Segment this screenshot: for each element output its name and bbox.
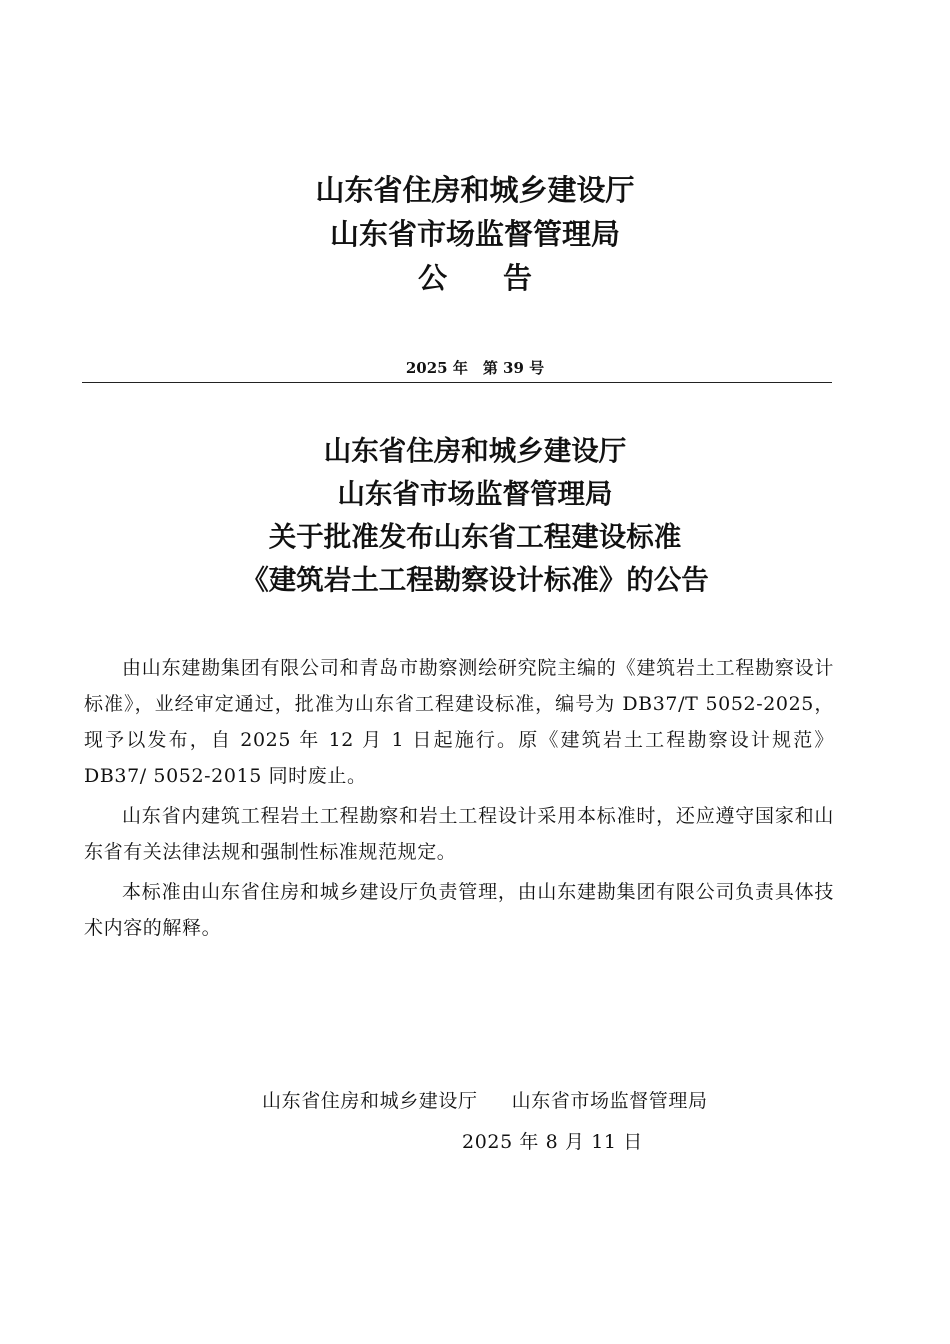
issuer-name-2: 山东省市场监督管理局	[329, 217, 620, 251]
title-line-4: 《建筑岩土工程勘察设计标准》的公告	[241, 564, 709, 596]
issuer-header	[0, 168, 950, 300]
body-paragraph-2: 山东省内建筑工程岩土工程勘察和岩土工程设计采用本标准时，还应遵守国家和山东省有关法律法规和强制性标准规范规定。	[84, 805, 834, 863]
signature-date: 2025 年 8 月 11 日	[462, 1131, 643, 1153]
document-title	[0, 430, 950, 602]
title-line-1: 山东省住房和城乡建设厅	[323, 435, 627, 467]
header-divider	[82, 382, 832, 383]
signer-market-bureau: 山东省市场监督管理局	[511, 1090, 708, 1112]
title-line-3: 关于批准发布山东省工程建设标准	[268, 521, 682, 553]
body-paragraph-1: 由山东建勘集团有限公司和青岛市勘察测绘研究院主编的《建筑岩土工程勘察设计标准》，业经审定通过，批准为山东省工程建设标准，编号为 DB37/T 5052-2025，现予以发布，自 2025 年 12 月 1 日起施行。原《建筑岩土工程勘察设计规范》DB37/ 5052-2015 同时废止。	[84, 657, 834, 787]
title-line-2: 山东省市场监督管理局	[337, 478, 613, 510]
signer-housing-department: 山东省住房和城乡建设厅	[262, 1090, 478, 1112]
issuer-name-1: 山东省住房和城乡建设厅	[315, 173, 635, 207]
document-type: 公告	[417, 261, 588, 295]
body-paragraph-3: 本标准由山东省住房和城乡建设厅负责管理，由山东建勘集团有限公司负责具体技术内容的解释。	[84, 881, 834, 939]
document-body	[84, 650, 834, 950]
signature-issuers	[262, 1087, 708, 1115]
document-number: 2025 年 第 39 号	[405, 359, 545, 377]
